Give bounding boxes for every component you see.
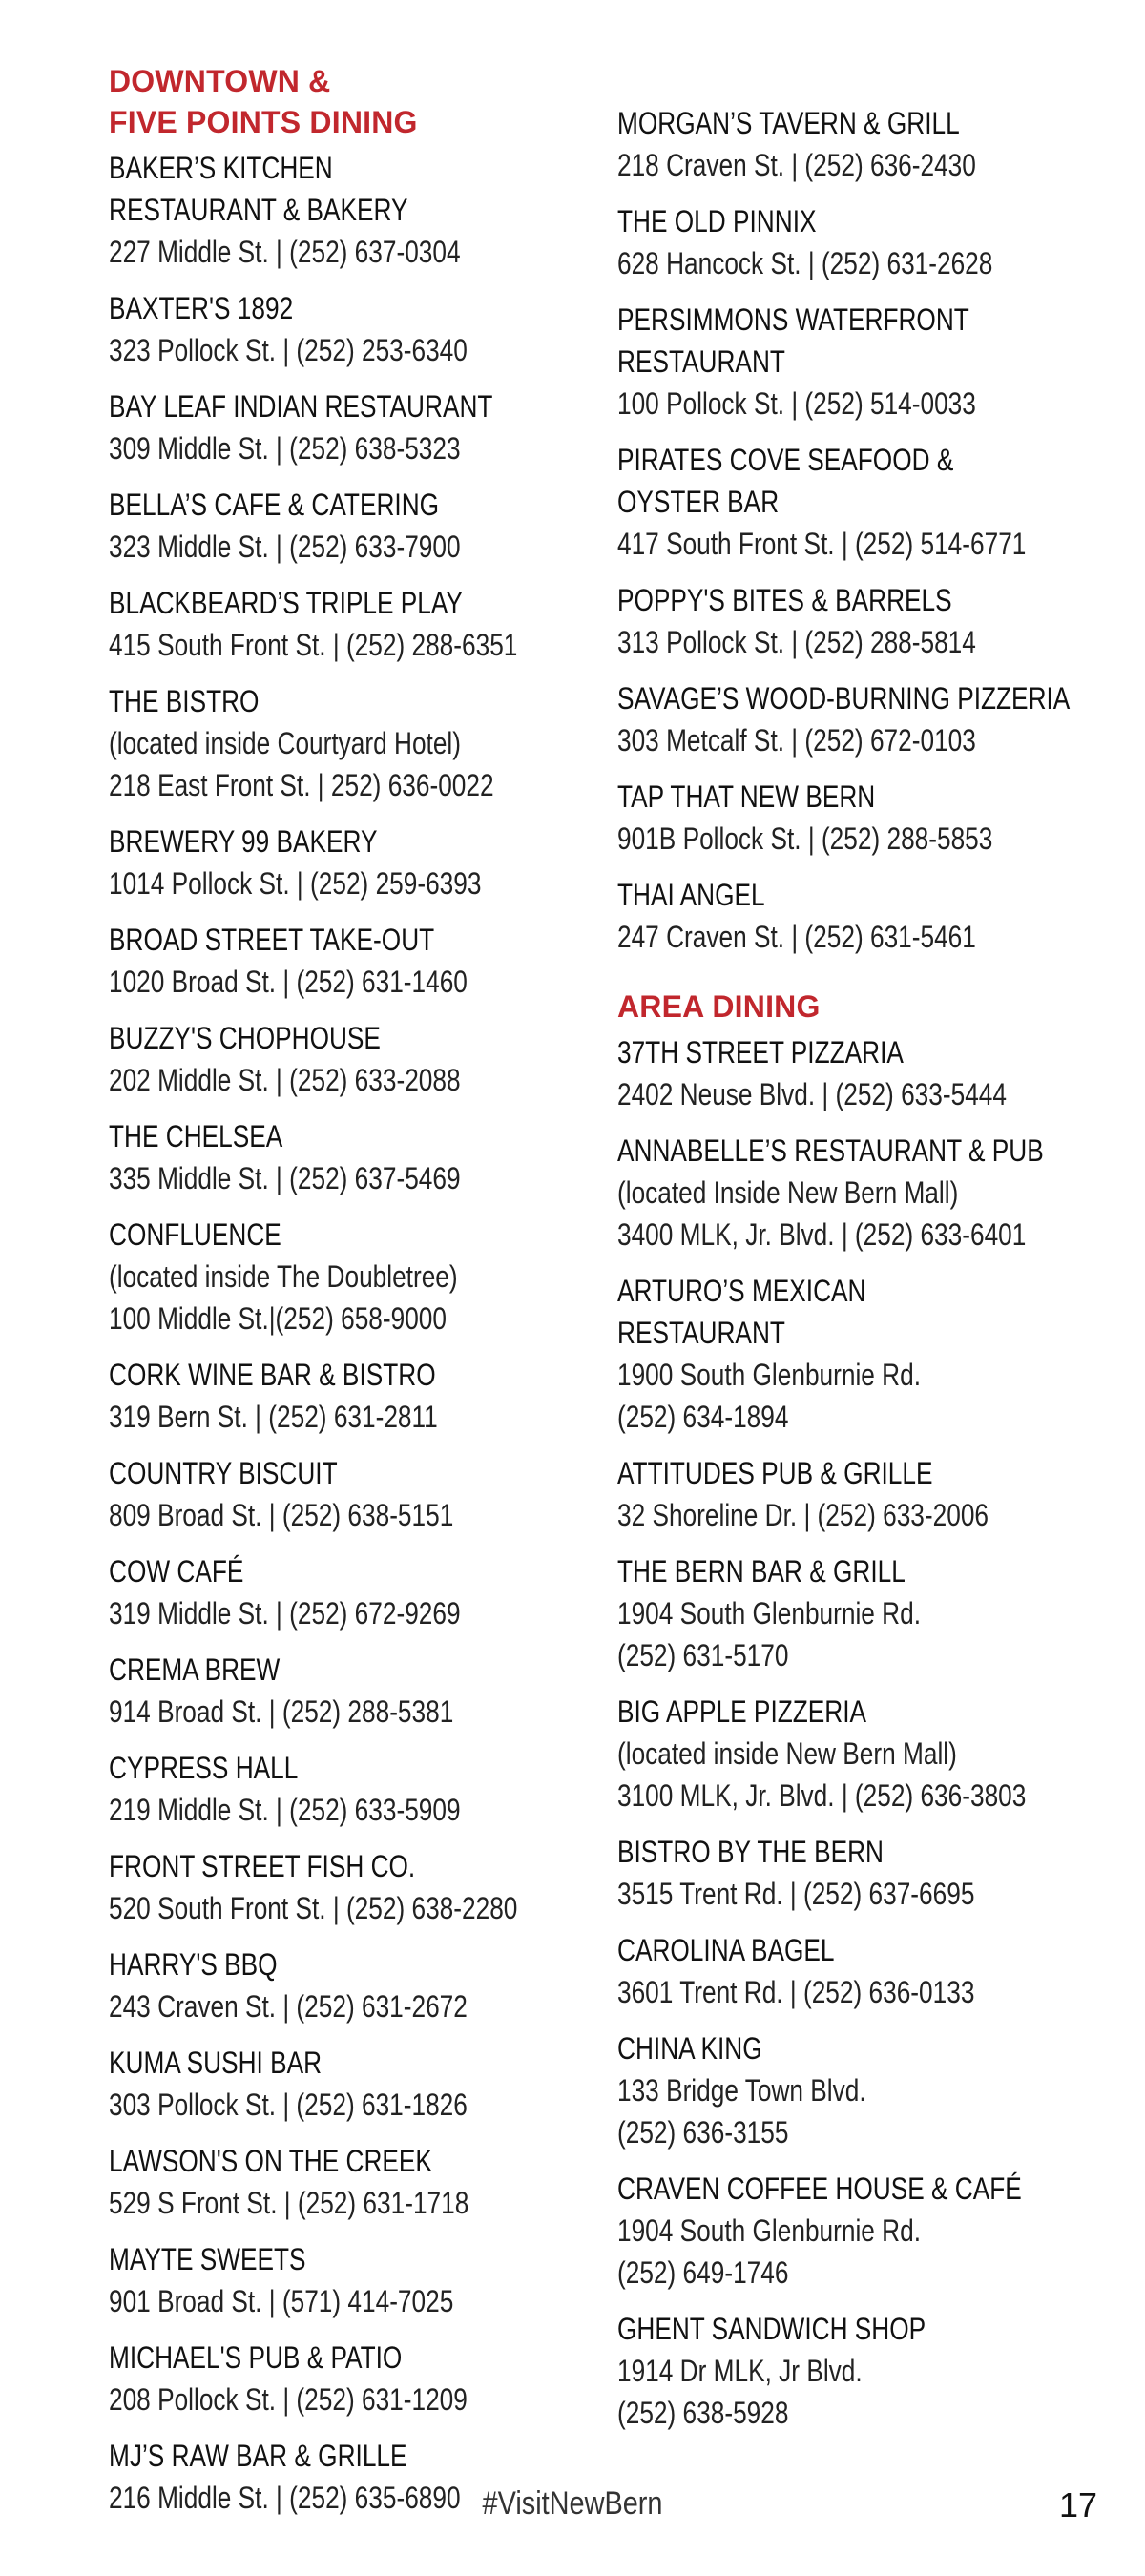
- restaurant-info: 1904 South Glenburnie Rd.: [617, 1596, 922, 1631]
- restaurant-name: CORK WINE BAR & BISTRO: [109, 1358, 436, 1392]
- restaurant-name: ATTITUDES PUB & GRILLE: [617, 1456, 933, 1490]
- restaurant-name: BISTRO BY THE BERN: [617, 1835, 884, 1869]
- restaurant-entry: [109, 2337, 605, 2420]
- restaurant-info: (located inside The Doubletree): [109, 1259, 458, 1294]
- restaurant-info: 3400 MLK, Jr. Blvd. | (252) 633-6401: [617, 1217, 1027, 1252]
- restaurant-info: 914 Broad St. | (252) 288-5381: [109, 1694, 454, 1729]
- restaurant-info: 335 Middle St. | (252) 637-5469: [109, 1161, 461, 1195]
- area-restaurant-list: [617, 1031, 1114, 2434]
- restaurant-name: COUNTRY BISCUIT: [109, 1456, 338, 1490]
- restaurant-entry: [617, 1831, 1114, 1915]
- restaurant-info: 323 Middle St. | (252) 633-7900: [109, 530, 461, 564]
- section-heading-area: AREA DINING: [617, 989, 821, 1024]
- restaurant-info: 901 Broad St. | (571) 414-7025: [109, 2284, 454, 2318]
- downtown-restaurant-list: [109, 147, 605, 2519]
- restaurant-name: MORGAN’S TAVERN & GRILL: [617, 106, 960, 140]
- restaurant-entry: [617, 439, 1114, 565]
- restaurant-name: RESTAURANT & BAKERY: [109, 193, 408, 227]
- restaurant-name: SAVAGE’S WOOD-BURNING PIZZERIA: [617, 681, 1071, 716]
- restaurant-entry: [617, 299, 1114, 425]
- restaurant-info: 202 Middle St. | (252) 633-2088: [109, 1063, 461, 1097]
- restaurant-entry: [109, 2238, 605, 2322]
- restaurant-name: MICHAEL'S PUB & PATIO: [109, 2340, 403, 2375]
- restaurant-name: BROAD STREET TAKE-OUT: [109, 923, 435, 957]
- restaurant-entry: [109, 919, 605, 1003]
- restaurant-name: CHINA KING: [617, 2031, 762, 2066]
- restaurant-entry: [109, 582, 605, 666]
- restaurant-name: CYPRESS HALL: [109, 1751, 299, 1785]
- restaurant-info: 628 Hancock St. | (252) 631-2628: [617, 246, 993, 280]
- restaurant-entry: [617, 2308, 1114, 2434]
- restaurant-info: 3601 Trent Rd. | (252) 636-0133: [617, 1975, 975, 2009]
- restaurant-info: 809 Broad St. | (252) 638-5151: [109, 1498, 454, 1532]
- restaurant-info: 3515 Trent Rd. | (252) 637-6695: [617, 1877, 975, 1911]
- right-dining-column: [617, 102, 1114, 2434]
- restaurant-entry: [109, 287, 605, 371]
- restaurant-name: PERSIMMONS WATERFRONT: [617, 302, 969, 337]
- restaurant-info: 319 Bern St. | (252) 631-2811: [109, 1400, 438, 1434]
- restaurant-info: 216 Middle St. | (252) 635-6890: [109, 2481, 461, 2515]
- restaurant-name: BREWERY 99 BAKERY: [109, 824, 378, 859]
- restaurant-entry: [617, 579, 1114, 663]
- restaurant-entry: [617, 2027, 1114, 2153]
- restaurant-name: LAWSON'S ON THE CREEK: [109, 2144, 432, 2178]
- restaurant-entry: [109, 1115, 605, 1199]
- restaurant-info: (252) 649-1746: [617, 2255, 789, 2290]
- restaurant-entry: [109, 1452, 605, 1536]
- restaurant-entry: [109, 680, 605, 806]
- restaurant-name: BAKER’S KITCHEN: [109, 151, 333, 185]
- restaurant-entry: [617, 1130, 1114, 1256]
- restaurant-info: 319 Middle St. | (252) 672-9269: [109, 1596, 461, 1631]
- restaurant-entry: [109, 1747, 605, 1831]
- restaurant-info: 415 South Front St. | (252) 288-6351: [109, 628, 518, 662]
- restaurant-name: MAYTE SWEETS: [109, 2242, 306, 2276]
- restaurant-entry: [109, 1354, 605, 1438]
- restaurant-entry: [617, 874, 1114, 958]
- restaurant-entry: [617, 677, 1114, 761]
- restaurant-entry: [617, 1929, 1114, 2013]
- restaurant-name: 37TH STREET PIZZARIA: [617, 1035, 904, 1070]
- restaurant-info: (252) 634-1894: [617, 1400, 789, 1434]
- restaurant-info: 2402 Neuse Blvd. | (252) 633-5444: [617, 1077, 1007, 1111]
- restaurant-entry: [109, 1017, 605, 1101]
- restaurant-info: 323 Pollock St. | (252) 253-6340: [109, 333, 468, 367]
- restaurant-info: 218 Craven St. | (252) 636-2430: [617, 148, 976, 182]
- restaurant-entry: [617, 1031, 1114, 1115]
- restaurant-name: BUZZY'S CHOPHOUSE: [109, 1021, 381, 1055]
- restaurant-info: 227 Middle St. | (252) 637-0304: [109, 235, 461, 269]
- restaurant-entry: [617, 1691, 1114, 1817]
- restaurant-entry: [109, 1649, 605, 1733]
- restaurant-name: BLACKBEARD’S TRIPLE PLAY: [109, 586, 463, 620]
- restaurant-info: (252) 638-5928: [617, 2396, 789, 2430]
- restaurant-info: (located Inside New Bern Mall): [617, 1175, 959, 1210]
- page-number: 17: [1058, 2485, 1097, 2524]
- restaurant-name: FRONT STREET FISH CO.: [109, 1849, 416, 1883]
- restaurant-entry: [109, 1214, 605, 1340]
- restaurant-name: THE BISTRO: [109, 684, 260, 718]
- restaurant-info: 901B Pollock St. | (252) 288-5853: [617, 821, 993, 856]
- restaurant-entry: [617, 2168, 1114, 2294]
- restaurant-info: 247 Craven St. | (252) 631-5461: [617, 920, 976, 954]
- restaurant-name: BELLA’S CAFE & CATERING: [109, 488, 440, 522]
- restaurant-info: 309 Middle St. | (252) 638-5323: [109, 431, 461, 466]
- restaurant-info: 219 Middle St. | (252) 633-5909: [109, 1793, 461, 1827]
- restaurant-info: 417 South Front St. | (252) 514-6771: [617, 527, 1027, 561]
- restaurant-name: THE CHELSEA: [109, 1119, 283, 1153]
- restaurant-info: 303 Metcalf St. | (252) 672-0103: [617, 723, 976, 758]
- restaurant-info: 218 East Front St. | 252) 636-0022: [109, 768, 494, 802]
- downtown-restaurant-list-continued: [617, 102, 1114, 958]
- restaurant-info: (located inside New Bern Mall): [617, 1736, 957, 1771]
- restaurant-info: 1904 South Glenburnie Rd.: [617, 2213, 922, 2248]
- restaurant-info: (located inside Courtyard Hotel): [109, 726, 461, 760]
- restaurant-name: CRAVEN COFFEE HOUSE & CAFÉ: [617, 2171, 1022, 2206]
- restaurant-entry: [617, 1550, 1114, 1676]
- restaurant-entry: [617, 776, 1114, 860]
- restaurant-entry: [109, 2042, 605, 2126]
- restaurant-name: ANNABELLE’S RESTAURANT & PUB: [617, 1133, 1044, 1168]
- restaurant-name: PIRATES COVE SEAFOOD &: [617, 443, 954, 477]
- restaurant-name: RESTAURANT: [617, 1316, 785, 1350]
- restaurant-name: THE OLD PINNIX: [617, 204, 817, 239]
- restaurant-info: (252) 636-3155: [617, 2115, 789, 2150]
- restaurant-info: 100 Middle St.|(252) 658-9000: [109, 1301, 447, 1336]
- restaurant-name: COW CAFÉ: [109, 1554, 244, 1589]
- restaurant-info: 32 Shoreline Dr. | (252) 633-2006: [617, 1498, 989, 1532]
- restaurant-entry: [109, 1943, 605, 2027]
- section-heading-downtown: [109, 61, 605, 143]
- restaurant-info: 520 South Front St. | (252) 638-2280: [109, 1891, 518, 1925]
- restaurant-entry: [109, 147, 605, 273]
- footer-hashtag: #VisitNewBern: [482, 2485, 663, 2522]
- restaurant-info: 243 Craven St. | (252) 631-2672: [109, 1989, 468, 2024]
- restaurant-name: THAI ANGEL: [617, 878, 765, 912]
- restaurant-entry: [617, 1270, 1114, 1438]
- heading-line: DOWNTOWN &: [109, 64, 331, 98]
- restaurant-info: 100 Pollock St. | (252) 514-0033: [617, 386, 976, 421]
- restaurant-info: 313 Pollock St. | (252) 288-5814: [617, 625, 976, 659]
- restaurant-name: ARTURO’S MEXICAN: [617, 1274, 866, 1308]
- restaurant-info: 1020 Broad St. | (252) 631-1460: [109, 965, 468, 999]
- restaurant-name: HARRY'S BBQ: [109, 1947, 278, 1982]
- restaurant-info: (252) 631-5170: [617, 1638, 789, 1672]
- restaurant-entry: [109, 385, 605, 469]
- restaurant-entry: [617, 1452, 1114, 1536]
- heading-line: FIVE POINTS DINING: [109, 105, 418, 139]
- restaurant-name: CONFLUENCE: [109, 1217, 281, 1252]
- restaurant-entry: [617, 102, 1114, 186]
- restaurant-name: RESTAURANT: [617, 344, 785, 379]
- restaurant-name: CAROLINA BAGEL: [617, 1933, 835, 1967]
- restaurant-info: 303 Pollock St. | (252) 631-1826: [109, 2088, 468, 2122]
- restaurant-info: 1014 Pollock St. | (252) 259-6393: [109, 866, 482, 901]
- restaurant-info: 1914 Dr MLK, Jr Blvd.: [617, 2354, 863, 2388]
- restaurant-name: THE BERN BAR & GRILL: [617, 1554, 906, 1589]
- restaurant-name: KUMA SUSHI BAR: [109, 2046, 323, 2080]
- restaurant-name: TAP THAT NEW BERN: [617, 779, 876, 814]
- restaurant-name: POPPY'S BITES & BARRELS: [617, 583, 952, 617]
- restaurant-info: 133 Bridge Town Blvd.: [617, 2073, 866, 2108]
- restaurant-name: MJ’S RAW BAR & GRILLE: [109, 2439, 407, 2473]
- restaurant-name: GHENT SANDWICH SHOP: [617, 2312, 926, 2346]
- restaurant-entry: [109, 2140, 605, 2224]
- restaurant-entry: [109, 1550, 605, 1634]
- restaurant-entry: [109, 1845, 605, 1929]
- restaurant-name: BAY LEAF INDIAN RESTAURANT: [109, 389, 493, 424]
- restaurant-name: OYSTER BAR: [617, 485, 780, 519]
- restaurant-name: BAXTER'S 1892: [109, 291, 294, 325]
- restaurant-entry: [109, 821, 605, 904]
- restaurant-entry: [109, 484, 605, 568]
- restaurant-entry: [617, 200, 1114, 284]
- downtown-dining-column: [109, 61, 605, 2519]
- restaurant-info: 3100 MLK, Jr. Blvd. | (252) 636-3803: [617, 1778, 1027, 1813]
- restaurant-info: 529 S Front St. | (252) 631-1718: [109, 2186, 469, 2220]
- restaurant-info: 208 Pollock St. | (252) 631-1209: [109, 2382, 468, 2417]
- restaurant-name: CREMA BREW: [109, 1652, 281, 1687]
- restaurant-name: BIG APPLE PIZZERIA: [617, 1694, 867, 1729]
- restaurant-info: 1900 South Glenburnie Rd.: [617, 1358, 922, 1392]
